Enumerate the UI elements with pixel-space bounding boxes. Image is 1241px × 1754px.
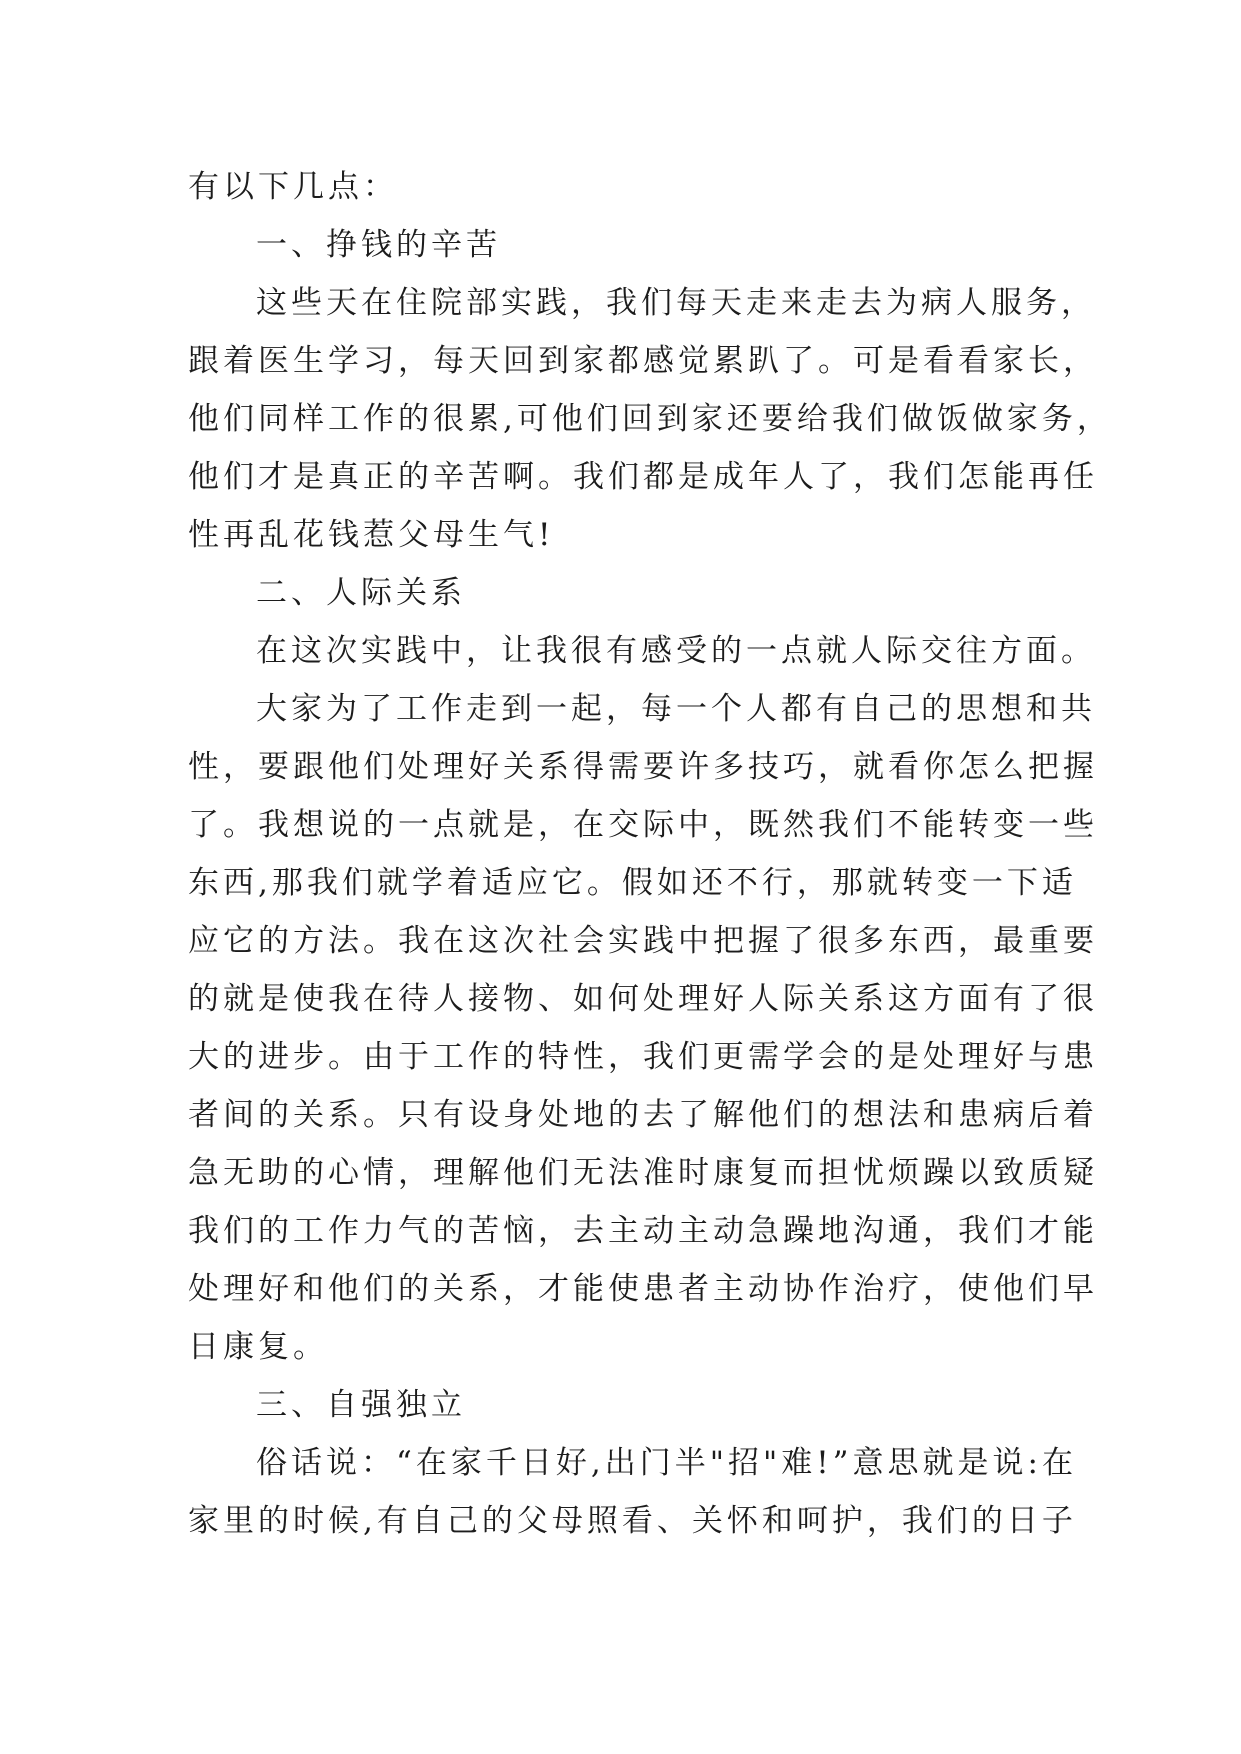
text-line: 家里的时候,有自己的父母照看、关怀和呵护，我们的日子 [188,1503,1077,1539]
text-line: 东西,那我们就学着适应它。假如还不行，那就转变一下适 [188,865,1077,901]
section-heading: 二、人际关系 [256,575,466,611]
section-heading: 三、自强独立 [256,1387,466,1423]
text-line: 他们才是真正的辛苦啊。我们都是成年人了，我们怎能再任 [188,459,1098,495]
text-line: 这些天在住院部实践，我们每天走来走去为病人服务， [256,285,1096,321]
text-line: 大的进步。由于工作的特性，我们更需学会的是处理好与患 [188,1039,1098,1075]
text-line: 俗话说：“在家千日好,出门半"招"难!”意思就是说:在 [256,1445,1077,1481]
text-line: 他们同样工作的很累,可他们回到家还要给我们做饭做家务， [188,401,1112,437]
text-line: 在这次实践中，让我很有感受的一点就人际交往方面。 [256,633,1096,669]
text-line: 者间的关系。只有设身处地的去了解他们的想法和患病后着 [188,1097,1098,1133]
text-line: 跟着医生学习，每天回到家都感觉累趴了。可是看看家长， [188,343,1098,379]
text-line: 大家为了工作走到一起，每一个人都有自己的思想和共 [256,691,1096,727]
text-line: 性，要跟他们处理好关系得需要许多技巧，就看你怎么把握 [188,749,1098,785]
text-line: 有以下几点： [188,169,398,205]
text-line: 的就是使我在待人接物、如何处理好人际关系这方面有了很 [188,981,1098,1017]
text-line: 性再乱花钱惹父母生气! [188,517,555,553]
text-line: 急无助的心情，理解他们无法准时康复而担忧烦躁以致质疑 [188,1155,1098,1191]
section-heading: 一、挣钱的辛苦 [256,227,501,263]
text-line: 我们的工作力气的苦恼，去主动主动急躁地沟通，我们才能 [188,1213,1098,1249]
text-line: 处理好和他们的关系，才能使患者主动协作治疗，使他们早 [188,1271,1098,1307]
document-body [188,158,1112,1550]
text-line: 应它的方法。我在这次社会实践中把握了很多东西，最重要 [188,923,1098,959]
text-line: 日康复。 [188,1329,328,1365]
text-line: 了。我想说的一点就是，在交际中，既然我们不能转变一些 [188,807,1098,843]
